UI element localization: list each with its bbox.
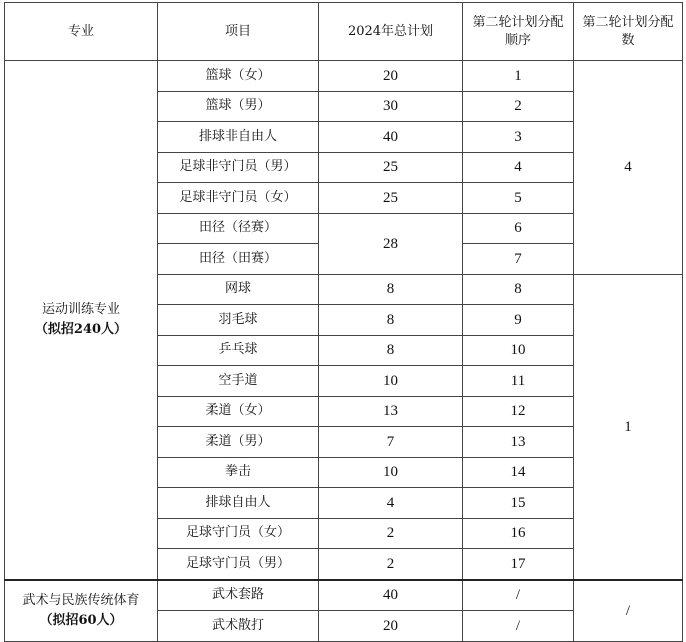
order-cell: 4: [463, 152, 574, 183]
count-cell: /: [574, 580, 683, 642]
plan-cell: 40: [319, 122, 463, 153]
plan-cell: 8: [319, 305, 463, 336]
order-cell: 6: [463, 213, 574, 244]
item-cell: 田径（田赛）: [158, 244, 319, 275]
order-cell: 5: [463, 183, 574, 214]
plan-cell: 30: [319, 91, 463, 122]
order-cell: /: [463, 611, 574, 642]
plan-cell: 2: [319, 518, 463, 549]
item-cell: 足球非守门员（女）: [158, 183, 319, 214]
order-cell: 3: [463, 122, 574, 153]
item-cell: 足球非守门员（男）: [158, 152, 319, 183]
plan-cell: 8: [319, 274, 463, 305]
order-cell: 2: [463, 91, 574, 122]
plan-cell: 25: [319, 183, 463, 214]
allocation-table: [4, 2, 683, 642]
plan-cell: 2: [319, 549, 463, 580]
item-cell: 柔道（男）: [158, 427, 319, 458]
order-cell: 15: [463, 488, 574, 519]
plan-cell: 10: [319, 457, 463, 488]
plan-cell: 40: [319, 580, 463, 611]
plan-cell: 20: [319, 61, 463, 92]
major-quota: （拟招60人）: [39, 612, 123, 628]
item-cell: 羽毛球: [158, 305, 319, 336]
item-cell: 足球守门员（男）: [158, 549, 319, 580]
plan-cell: 25: [319, 152, 463, 183]
order-cell: 12: [463, 396, 574, 427]
order-cell: 11: [463, 366, 574, 397]
item-cell: 网球: [158, 274, 319, 305]
order-cell: 7: [463, 244, 574, 275]
major-cell: [5, 580, 158, 642]
item-cell: 武术散打: [158, 611, 319, 642]
item-cell: 武术套路: [158, 580, 319, 611]
item-cell: 排球自由人: [158, 488, 319, 519]
order-cell: 1: [463, 61, 574, 92]
item-cell: 篮球（男）: [158, 91, 319, 122]
order-cell: 17: [463, 549, 574, 580]
major-cell: [5, 61, 158, 580]
count-cell: 4: [574, 61, 683, 275]
plan-cell: 8: [319, 335, 463, 366]
plan-cell: 7: [319, 427, 463, 458]
major-name: 武术与民族传统体育: [22, 592, 140, 608]
header-count: 第二轮计划分配数: [574, 3, 683, 61]
plan-cell: 20: [319, 611, 463, 642]
plan-cell: 28: [319, 213, 463, 274]
item-cell: 拳击: [158, 457, 319, 488]
order-cell: 9: [463, 305, 574, 336]
item-cell: 空手道: [158, 366, 319, 397]
header-major: 专业: [5, 3, 158, 61]
plan-cell: 10: [319, 366, 463, 397]
order-cell: 10: [463, 335, 574, 366]
table-row: [5, 580, 683, 611]
order-cell: 16: [463, 518, 574, 549]
major-quota: （拟招240人）: [34, 321, 128, 337]
header-row: [5, 3, 683, 61]
order-cell: 13: [463, 427, 574, 458]
item-cell: 篮球（女）: [158, 61, 319, 92]
order-cell: 8: [463, 274, 574, 305]
item-cell: 足球守门员（女）: [158, 518, 319, 549]
item-cell: 排球非自由人: [158, 122, 319, 153]
plan-cell: 13: [319, 396, 463, 427]
header-item: 项目: [158, 3, 319, 61]
order-cell: /: [463, 580, 574, 611]
item-cell: 田径（径赛）: [158, 213, 319, 244]
header-plan-2024: 2024年总计划: [319, 3, 463, 61]
header-order: 第二轮计划分配顺序: [463, 3, 574, 61]
order-cell: 14: [463, 457, 574, 488]
count-cell: 1: [574, 274, 683, 580]
plan-cell: 4: [319, 488, 463, 519]
item-cell: 乒乓球: [158, 335, 319, 366]
table-row: [5, 61, 683, 92]
item-cell: 柔道（女）: [158, 396, 319, 427]
major-name: 运动训练专业: [41, 301, 120, 317]
